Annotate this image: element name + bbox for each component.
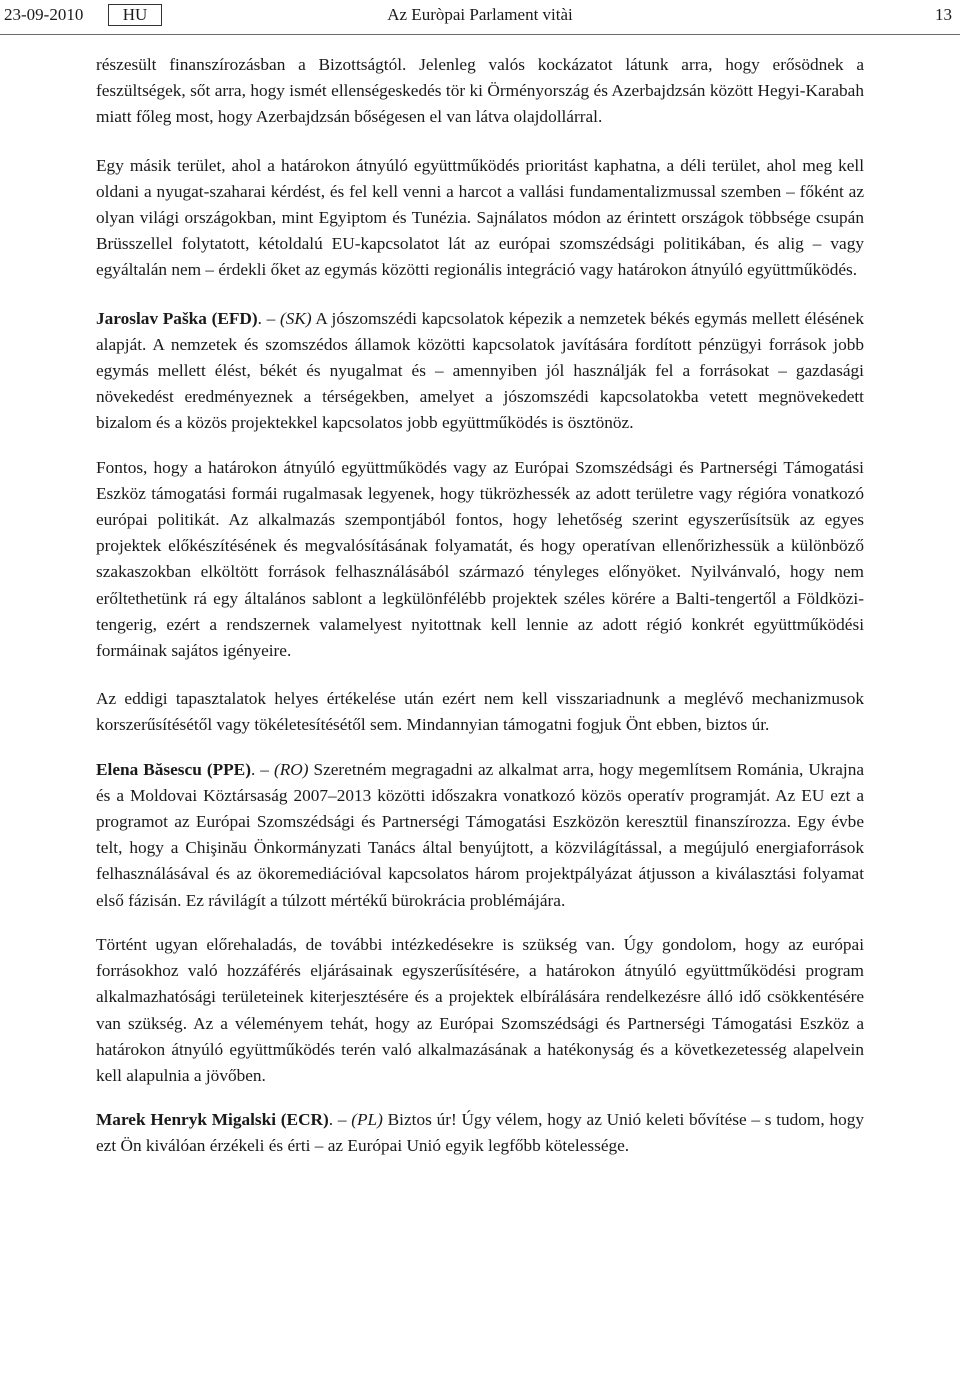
speech-paska — [96, 306, 864, 437]
paragraph-text: Történt ugyan előrehaladás, de további intézkedésekre is szükség van. Úgy gondolom, hogy az európai forrásokhoz való hozzáférés eljárásainak egyszerűsítésére, a határokon átnyúló együttműködési program alkalmazhatósági területeinek kiterjesztésére és a projektek elbírálására rendelkezésre álló idő csökkentésére van szükség. Az a véleményem tehát, hogy az Európai Szomszédsági és Partnerségi Támogatási Eszköz a határokon átnyúló együttműködés terén való alkalmazásának a hatékonyság és a következetesség alapelvein kell alapulnia a jövőben. — [96, 934, 864, 1085]
paragraph-text: részesült finanszírozásban a Bizottságtól. Jelenleg valós kockázatot látunk arra, hogy erősödnek a feszültségek, sőt arra, hogy ismét ellenségeskedés tör ki Örményország és Azerbajdzsán között Hegyi-Karabah miatt főleg most, hogy Azerbajdzsán bőségesen el van látva olajdollárral. — [96, 55, 864, 127]
paragraph-text: Biztos úr! Úgy vélem, hogy az Unió keleti bővítése – s tudom, hogy ezt Ön kiválóan érzékeli és érti – az Európai Unió egyik legfőbb kötelessége. — [96, 1110, 865, 1156]
speaker-name: Marek Henryk Migalski (ECR) — [96, 1110, 329, 1130]
page-header — [0, 0, 960, 35]
paragraph-text: A jószomszédi kapcsolatok képezik a nemzetek békés egymás mellett élésének alapját. A nemzetek és szomszédos államok közötti kapcsolatok javítására fordított pénzügyi források jobb egymás mellett élést, békét és nyugalmat és – amennyiben jól használják fel a forrásokat – gazdasági növekedést eredményeznek a térségekben, amelyet a jószomszédi kapcsolatokba vetett megnövekedett bizalom és a közös projektekkel kapcsolatos jobb együttműködés is ösztönöz. — [96, 308, 864, 433]
speaker-separator: . – — [257, 308, 280, 328]
speaker-separator: . – — [250, 759, 274, 779]
language-badge: HU — [108, 4, 162, 26]
language-code: (PL) — [351, 1110, 383, 1130]
language-code: (RO) — [273, 759, 309, 779]
paragraph-2 — [96, 153, 864, 284]
paragraph-7 — [96, 932, 864, 1089]
page-number: 13 — [935, 5, 952, 24]
document-body — [96, 52, 864, 1182]
speech-basescu — [96, 757, 864, 914]
paragraph-4 — [96, 455, 864, 665]
header-date: 23-09-2010 — [4, 5, 84, 24]
header-title: Az Euròpai Parlament vitài — [387, 5, 573, 24]
speaker-name: Elena Băsescu (PPE) — [96, 759, 251, 779]
paragraph-5 — [96, 686, 864, 738]
paragraph-text: Szeretném megragadni az alkalmat arra, hogy megemlítsem Románia, Ukrajna és a Moldovai Köztársaság 2007–2013 közötti időszakra vonatkozó közös operatív programját. Az EU ezt a programot az Európai Szomszédsági és Partnerségi Támogatási Eszközön keresztül finanszírozza. Egy évbe telt, hogy a Chişinău Önkormányzati Tanács által benyújtott, a közvilágítással, a megújuló energiaforrások felhasználásával és az ökoremediációval kapcsolatos három projektpályázat átjusson a kiválasztási folyamat első fázisán. Ez rávilágít a túlzott mértékű bürokrácia problémájára. — [96, 759, 865, 910]
paragraph-text: Fontos, hogy a határokon átnyúló együttműködés vagy az Európai Szomszédsági és Partnerségi Támogatási Eszköz támogatási formái rugalmasak legyenek, hogy tükrözhessék az adott területre vagy régióra vonatkozó európai politikát. Az alkalmazás szempontjából fontos, hogy lehetőség szerint egyszerűsítsük az egyes projektek előkészítésének és megvalósításának folyamatát, és hogy operatívan ellenőrizhessük a különböző szakaszokban elköltött források felhasználásából származó tényleges előnyöket. Nyilvánvaló, hogy nem erőltethetünk rá egy általános sablont a legkülönfélébb projektek széles körére a Balti-tengertől a Földközi-tengerig, ezért a rendszernek valamelyest nyitottnak kell lennie az adott régió konkrét együttműködési formáinak sajátos igényeire. — [96, 457, 864, 661]
language-code: (SK) — [279, 308, 312, 328]
paragraph-1 — [96, 52, 864, 131]
speaker-name: Jaroslav Paška (EFD) — [96, 308, 258, 328]
speaker-separator: . – — [328, 1110, 352, 1130]
paragraph-text: Az eddigi tapasztalatok helyes értékelése után ezért nem kell visszariadnunk a meglévő mechanizmusok korszerűsítésétől vagy tökéletesítésétől sem. Mindannyian támogatni fogjuk Önt ebben, biztos úr. — [96, 689, 864, 735]
paragraph-text: Egy másik terület, ahol a határokon átnyúló együttműködés prioritást kaphatna, a déli terület, ahol meg kell oldani a nyugat-szaharai kérdést, és fel kell venni a harcot a vallási fundamentalizmussal szemben – főként az olyan világi országokban, mint Egyiptom és Tunézia. Sajnálatos módon az érintett országok többsége csupán Brüsszellel folytatott, kétoldalú EU-kapcsolatot lát az európai szomszédsági politikában, és alig – vagy egyáltalán nem – érdekli őket az egymás közötti regionális integráció vagy határokon átnyúló együttműködés. — [96, 155, 864, 280]
speech-migalski — [96, 1107, 864, 1159]
